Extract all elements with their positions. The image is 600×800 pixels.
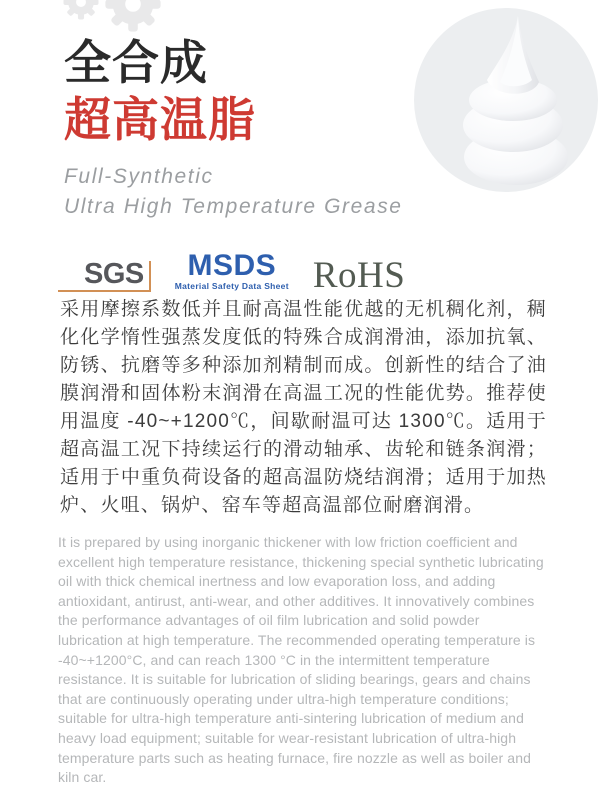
msds-logo <box>174 249 289 292</box>
grease-swirl-image <box>414 8 598 192</box>
product-subtitle-en-line1: Full-Synthetic <box>64 165 214 188</box>
gear-icon <box>62 0 100 21</box>
description-chinese: 采用摩擦系数低并且耐高温性能优越的无机稠化剂，稠化化学惰性强蒸发度低的特殊合成润滑油，添加抗氧、防锈、抗磨等多种添加剂精制而成。创新性的结合了油膜润滑和固体粉末润滑在高温工况的性能优势。推荐使用温度 -40~+1200℃，间歇耐温可达 1300℃。适用于超高温工况下持续运行的滑动轴承、齿轮和链条润滑；适用于中重负荷设备的超高温防烧结润滑；适用于加热炉、火咀、锅炉、窑车等超高温部位耐磨润滑。 <box>60 299 547 516</box>
msds-logo-text: MSDS <box>187 249 277 282</box>
product-photo <box>414 8 598 192</box>
rohs-logo: RoHS <box>312 255 406 296</box>
gear-icon <box>103 0 163 34</box>
certification-logos <box>58 244 406 296</box>
title-block <box>64 34 256 148</box>
msds-logo-subtext: Material Safety Data Sheet <box>174 281 289 291</box>
product-subtitle-en-line2: Ultra High Temperature Grease <box>64 195 403 218</box>
sgs-logo: SGS <box>58 261 151 292</box>
product-title-cn-line1: 全合成 <box>64 36 208 89</box>
subtitle-block <box>64 162 403 222</box>
description-english: It is prepared by using inorganic thickener with low friction coefficient and excellent high temperature resistance, thickening special synthetic lubricating oil with thick chemical inertness and low evaporation loss, and adding antioxidant, antirust, anti-wear, and other additives. It innovatively combines the performance advantages of oil film lubrication and solid powder lubrication at high temperature. The recommended operating temperature is -40~+1200°C, and can reach 1300 °C in the intermittent temperature resistance. It is suitable for lubrication of sliding bearings, gears and chains that are continuously operating under ultra-high temperature conditions; suitable for ultra-high temperature anti-sintering lubrication of medium and heavy load equipment; suitable for wear-resistant lubrication of ultra-high temperature parts such as heating furnace, fire nozzle as well as boiler and kiln car. <box>58 534 544 786</box>
product-title-cn-line2: 超高温脂 <box>64 93 256 146</box>
